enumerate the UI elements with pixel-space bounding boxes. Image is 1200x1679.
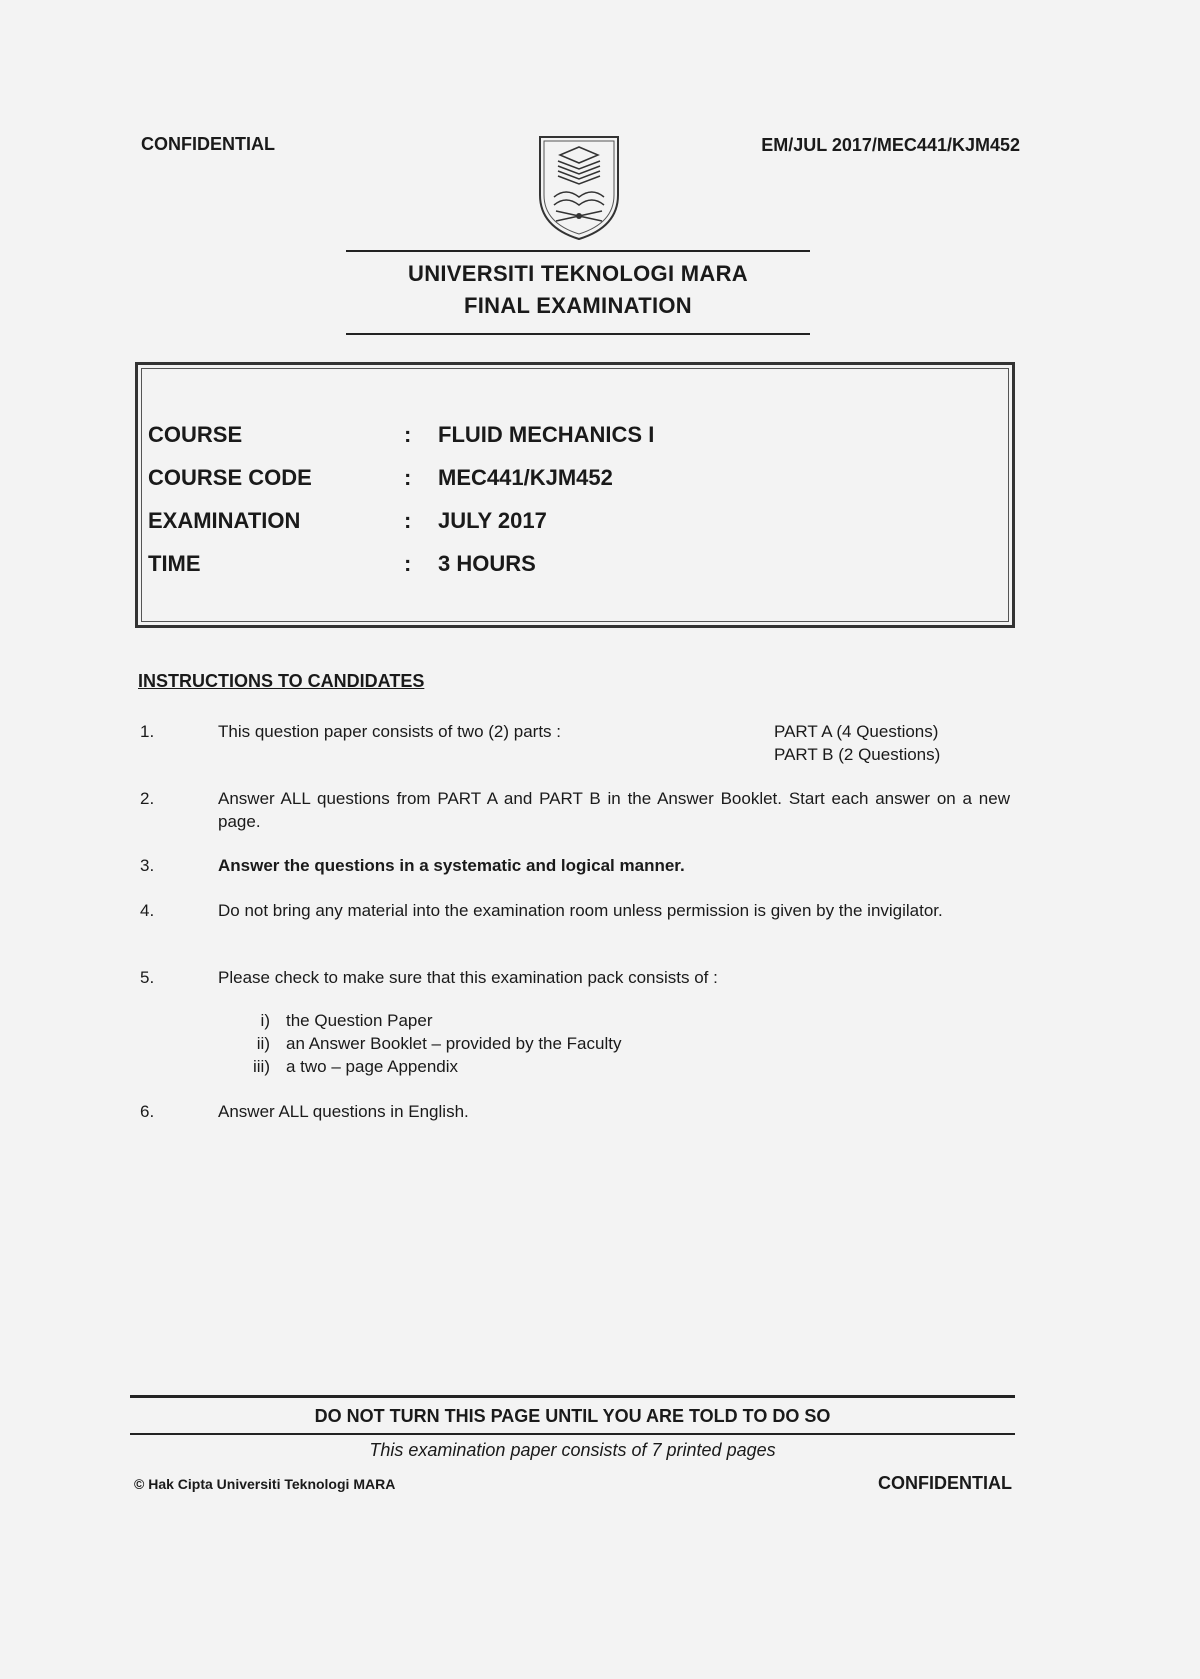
university-name: UNIVERSITI TEKNOLOGI MARA (408, 261, 748, 286)
detail-value: 3 HOURS (438, 551, 536, 576)
detail-label: COURSE (148, 422, 243, 447)
detail-label: COURSE CODE (148, 465, 312, 490)
footer-rule-bottom (130, 1433, 1015, 1435)
part-b: PART B (2 Questions) (774, 745, 941, 764)
pack-item-text: the Question Paper (286, 1011, 433, 1030)
instruction-text: This question paper consists of two (2) parts : (218, 722, 561, 741)
pack-item-number: i) (260, 1011, 270, 1030)
title-rule-top (346, 250, 810, 252)
pack-item-number: ii) (256, 1034, 270, 1053)
detail-label: EXAMINATION (148, 508, 301, 533)
university-crest-icon (536, 135, 622, 241)
detail-separator: : (404, 551, 412, 576)
page-count-note: This examination paper consists of 7 printed pages (369, 1440, 776, 1460)
course-details-box (135, 362, 1015, 628)
instruction-number: 2. (140, 789, 155, 808)
detail-value: JULY 2017 (438, 508, 547, 533)
course-details-inner-frame (141, 368, 1009, 622)
instruction-number: 3. (140, 856, 155, 875)
instruction-text: Do not bring any material into the examination room unless permission is given by the invigilator. (218, 901, 943, 920)
detail-label: TIME (148, 551, 201, 576)
detail-separator: : (404, 508, 412, 533)
instruction-number: 1. (140, 722, 155, 741)
instruction-text: Please check to make sure that this examination pack consists of : (218, 968, 718, 987)
title-rule-bottom (346, 333, 810, 335)
footer-rule-top (130, 1395, 1015, 1398)
paper-code: EM/JUL 2017/MEC441/KJM452 (761, 135, 1020, 155)
do-not-turn-warning: DO NOT TURN THIS PAGE UNTIL YOU ARE TOLD TO DO SO (314, 1406, 831, 1426)
part-a: PART A (4 Questions) (774, 722, 939, 741)
instruction-number: 6. (140, 1102, 155, 1121)
copyright-notice: © Hak Cipta Universiti Teknologi MARA (134, 1476, 396, 1492)
instruction-text: Answer ALL questions from PART A and PART B in the Answer Booklet. Start each answer on a new page. (218, 789, 1010, 831)
confidential-label-top: CONFIDENTIAL (141, 134, 275, 154)
exam-title: FINAL EXAMINATION (464, 293, 692, 318)
instruction-number: 4. (140, 901, 155, 920)
instructions-title: INSTRUCTIONS TO CANDIDATES (138, 671, 425, 691)
parts-list (774, 720, 940, 766)
pack-item-number: iii) (253, 1057, 270, 1076)
instruction-number: 5. (140, 968, 155, 987)
pack-item-text: an Answer Booklet – provided by the Faculty (286, 1034, 622, 1053)
confidential-label-bottom: CONFIDENTIAL (878, 1473, 1012, 1493)
detail-separator: : (404, 422, 412, 447)
detail-value: MEC441/KJM452 (438, 465, 613, 490)
detail-value: FLUID MECHANICS I (438, 422, 655, 447)
pack-item-text: a two – page Appendix (286, 1057, 459, 1076)
detail-separator: : (404, 465, 412, 490)
instruction-text: Answer the questions in a systematic and logical manner. (218, 856, 685, 875)
instruction-text: Answer ALL questions in English. (218, 1102, 469, 1121)
